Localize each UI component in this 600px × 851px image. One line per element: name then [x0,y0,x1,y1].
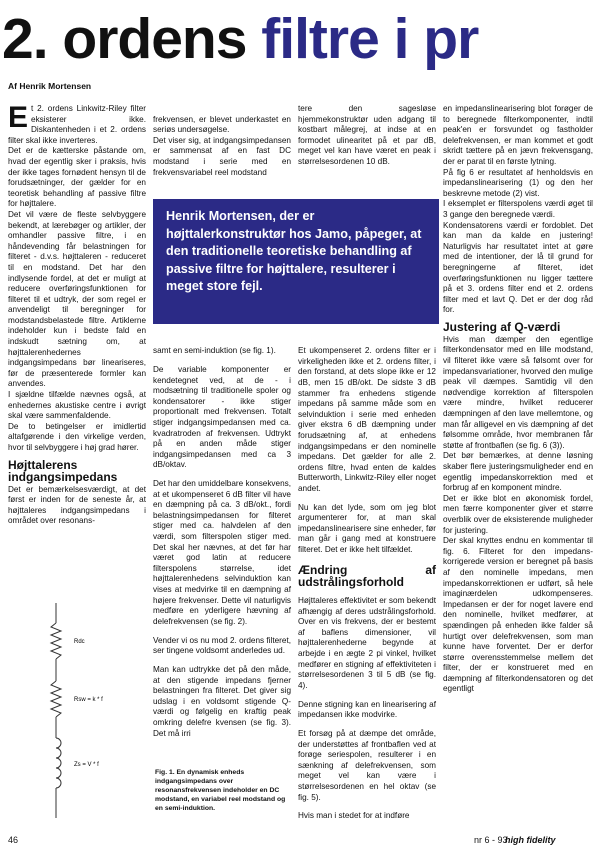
paragraph: De variable komponenter er kendetegnet ved, at de - i modsætning til traditionelle spoler og kondensatorer - ikke stiger proportionalt med frekvensen. Totalt stiger indgangsimpedansen med ca. kvadratroden af frekvensen. Udtrykt på en anden måde stiger indgangsimpedansen med ca 3 dB/oktav. [153,364,291,470]
paragraph: De to betingelser er imidlertid altafgørende i den virkelige verden, hvor til selvbyggere i høj grad hører. [8,421,146,452]
paragraph: Det er de kætterske påstande om, hvad der egentlig sker i praksis, hvis der ikke tages fornødent hensyn til de forudsætninger, der gælder for en teoretisk behandling af passive filtre for højttalere. [8,146,146,209]
paragraph: Vender vi os nu mod 2. ordens filteret, ser tingene voldsomt anderledes ud. [153,635,291,656]
column-2-bottom [153,338,291,747]
figure-1-circuit [8,603,140,818]
paragraph: frekvensen, er blevet underkastet en seriøs undersøgelse. Det viser sig, at indgangsimpedansen er sammensat af en fast DC modstand i serie med en frekvensvariabel reel modstand [153,114,291,177]
paragraph: Kondensatorens værdi er fordoblet. Det kan man da kalde en justering! Naturligvis har resultatet intet at gøre med de intentioner, der lå til grund for beregningerne af filteret, idet overføringsfunktionen nu ligger tættere på et 3. ordens filter end et 2. ordens filter med et lavt Q. Det er der dog råd for. [443,220,593,315]
drop-cap: E [8,101,29,134]
paragraph: I sjældne tilfælde nævnes også, at enhedernes akustiske centre i øvrigt skal være sammenfaldende. [8,390,146,421]
paragraph: Højttaleres effektivitet er som bekendt afhængig af deres udstrålingsforhold. Over en vis frekvens, der er bestemt af baflens dimensioner, vil højttalerenhederne begynde at arbejde i en ægte 2 pi vinkel, hvilket medfører en stigning af effektiviteten i størrelsesordenen 3 til 5 dB (se fig. 4). [298,596,436,690]
column-1 [8,101,146,527]
page-number: 46 [8,835,19,845]
section-heading: Højttalerens indgangsimpedans [8,457,118,484]
column-4 [443,104,593,695]
paragraph: Denne stigning kan en linearisering af impedansen ikke modvirke. [298,699,436,720]
figure-caption: Fig. 1. En dynamisk enheds indgangsimpedans over resonansfrekvensen indeholder en DC modstand, en variabel reel modstand og en semi-induktion. [155,769,286,812]
paragraph: Nu kan det lyde, som om jeg blot argumenterer for, at man skal impedanslinearisere sine enheder, før man går i gang med at konstruere filteret. Det er ikke helt tilfældet. [298,502,436,555]
issue-number: nr 6 - 93 [474,835,508,845]
article-title: 2. ordens filtre i pr [2,7,479,71]
figure-label: Rdc [74,639,85,645]
paragraph: Et ukompenseret 2. ordens filter er i virkeligheden ikke et 2. ordens filter, i den forstand, at dets slope ikke er 12 dB, men 15 dB/okt. De sidste 3 dB stammer fra enhedens stigende impedans på samme måde som en selvinduktion i serie med enheden giver ekstra 6 dB dæmpning under forudsætning af, at enhedens indgangsimpedans er den nominelle impedans. Det gælder for alle 2. ordens filtre, hvad enten de kaldes Butterworth, Linkwitz-Riley eller noget andet. [298,346,436,493]
paragraph: samt en semi-induktion (se fig. 1). [153,346,276,356]
paragraph: Der skal knyttes endnu en kommentar til fig. 6. Filteret for den impedans-korrigerede version er beregnet på basis af den nominelle impedans, men impedanskorrektionen er udført, så hele imaginærdelen udkompenseres. Impedansen er der for noget lavere end den nominelle, hvilket medfører, at spændingen på enheden ikke falder så hurtigt over delefrekvensen, som man kunne have forventet. Der er derfor større overensstemmelse mellem det filter, der er konstrueret med en dæmpning af filterkondensatoren og det egentligt [443,536,593,694]
pull-quote-box: Henrik Mortensen, der er højttalerkonstruktør hos Jamo, påpeger, at den traditionelle teoretiske behandling af passive filtre for højttalere, resulterer i meget store fejl. [153,199,439,324]
paragraph: Det er ikke blot en økonomisk fordel, men færre komponenter giver et større overblik over de eksisterende muligheder for justering. [443,493,593,535]
paragraph: Et forsøg på at dæmpe det område, der understøttes af frontbaflen ved at forøge seriespolen, resulterer i en sænkning af delefrekvensen, som meget vel kan være i størrelsesordenen en hel oktav (se fig. 5). [298,728,436,802]
paragraph: Hvis man i stedet for at indføre [298,811,410,821]
paragraph: Det bør bemærkes, at denne løsning skaber flere justeringsmuligheder end en egentlig impedanskorrektion med et forbrug af en komponent mindre. [443,451,593,493]
paragraph: I eksemplet er filterspolens værdi øget til 3 gange den beregnede værdi. [443,199,593,219]
paragraph: t 2. ordens Linkwitz-Riley filter eksisterer ikke. Diskantenheden i et 2. ordens filter skal ikke inverteres. [8,104,146,145]
paragraph: Det vil være de fleste selvbyggere bekendt, at lærebøger og artikler, der omhandler passive filtre, i en håndevending får belastningen for filteret - d.v.s. højttaleren - reduceret til en modstand. Det har den indlysende fordel, at det er muligt at reducere overføringsfunktionen for filteret til et udtryk, der som regel er anvendeligt til beregninger for modstandsbelastede filtre. Artiklerne indeholder kun i bedste fald en indskudt sætning om, at højttalerenhedernes indgangsimpedans bør lineariseres, før de præsenterede formler kan anvendes. [8,209,146,389]
paragraph: en impedanslinearisering blot forøger de to beregnede filterkomponenter, indtil peak'en er forsvundet og fastholder delefrekvensen, er man kommet et godt skridt tættere på en jævn frekvensgang, der er parat til en første lytning. [443,104,593,166]
paragraph: Det har den umiddelbare konsekvens, at et ukompenseret 6 dB filter vil have en dæmpning på ca. 3 dB/okt., fordi belastningsimpedansen for filteret stiger med ca. halvdelen af den værdi, som filterspolen stiger med. Det skal her nævnes, at det før har været god latin at reducere filterspolens størrelse, idet højttalerenhedens selvinduktion kan vises at medvirke til en dæmpning af højere frekvenser. Dette vil naturligvis medføre en yderligere hævning af delefrekvensen (se fig. 2). [153,479,291,626]
paragraph: tere den sagesløse hjemmekonstruktør uden adgang til kostbart målegrej, at indse at en formodet ulinearitet på et par dB, meget vel kan have været en peak i størrelsesordenen 10 dB. [298,104,436,166]
section-heading: Ændring af udstrålingsforhold [298,562,436,589]
column-2-top [153,104,291,189]
magazine-logo: high fidelity [505,835,556,845]
paragraph: På fig 6 er resultatet af henholdsvis en impedanslinearisering (1) og den her beskrevne metode (2) vist. [443,167,593,198]
author-byline: Af Henrik Mortensen [8,81,92,91]
paragraph: Hvis man dæmper den egentlige filterkondensator med en lille modstand, vil filteret ikke være så følsomt over for impedansvariationer, hvorved den mulige peak vil dæmpes. Samtidig vil den nødvendige korrektion af filterspolen være mindre, hvilket reducerer dæmpningen af den lave mellemtone, og man får alligevel en vis dæmpning af det følsomme område, hvor membranen får støtte af frontbaflen (se fig. 6 (3)). [443,334,593,450]
figure-label: Rsw = k * f [74,697,103,703]
paragraph: Det er bemærkelsesværdigt, at det først er inden for de seneste år, at højttaleres indgangsimpedans i området over resonans- [8,484,146,526]
figure-label: Zs = V * f [74,762,99,768]
paragraph: Man kan udtrykke det på den måde, at den stigende impedans fjerner belastningen fra filteret. Det giver sig udslag i en voldsomt stigende Q-værdi og følgelig en kraftig peak omkring delefre kvensen (se fig. 3). Det må irri [153,664,291,738]
column-3-top [298,104,436,168]
column-3-bottom [298,338,436,830]
section-heading: Justering af Q-værdi [443,319,561,334]
